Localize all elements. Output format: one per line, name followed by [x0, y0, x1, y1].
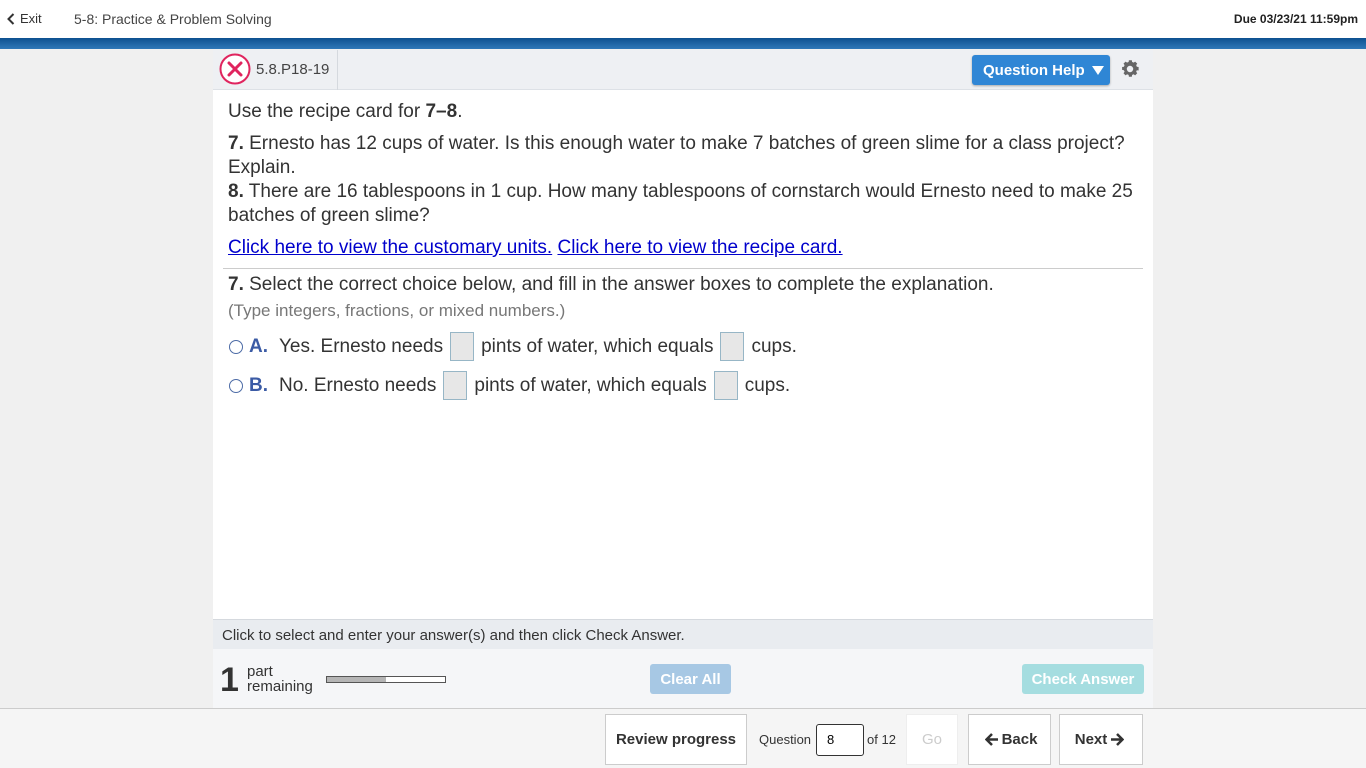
choice-a-letter: A. — [249, 335, 268, 357]
assignment-title: 5-8: Practice & Problem Solving — [74, 11, 272, 27]
parts-remaining-count: 1 — [220, 661, 239, 699]
question-7-text: 7. Ernesto has 12 cups of water. Is this enough water to make 7 batches of green slime for a class project? Explain. — [228, 133, 1125, 178]
choice-b-cups-input[interactable] — [714, 371, 738, 400]
choice-a-text-1: Yes. Ernesto needs — [279, 335, 444, 357]
header-accent-bar — [0, 38, 1366, 49]
back-label: Back — [1001, 731, 1038, 748]
back-button[interactable] — [968, 714, 1051, 765]
question-panel — [213, 50, 1153, 708]
next-label: Next — [1074, 731, 1108, 748]
header-divider — [337, 50, 338, 90]
question-total: of 12 — [867, 732, 896, 747]
question-id: 5.8.P18-19 — [256, 61, 330, 78]
choice-a-cups-input[interactable] — [720, 332, 744, 361]
exit-label: Exit — [20, 11, 42, 26]
check-answer-button[interactable]: Check Answer — [1022, 664, 1144, 694]
content-divider — [223, 268, 1143, 269]
status-message: Click to select and enter your answer(s) and then click Check Answer. — [213, 619, 1153, 649]
intro-text: Use the recipe card for 7–8. — [228, 101, 463, 122]
top-bar — [0, 0, 1366, 38]
arrow-left-icon — [985, 733, 999, 746]
choice-a-text-2: pints of water, which equals — [481, 335, 714, 357]
gear-icon[interactable] — [1119, 58, 1141, 80]
question-help-button[interactable] — [972, 55, 1110, 85]
incorrect-x-icon — [219, 53, 251, 85]
parts-progress-bar — [326, 676, 446, 683]
question-8-text: 8. There are 16 tablespoons in 1 cup. How many tablespoons of cornstarch would Ernesto need to make 25 batches of green slime? — [228, 181, 1133, 226]
exit-button[interactable] — [7, 11, 42, 26]
caret-down-icon — [1092, 66, 1104, 75]
question-content — [228, 100, 1143, 260]
choice-a-text-3: cups. — [751, 335, 797, 357]
question-header — [213, 50, 1153, 90]
review-progress-button[interactable]: Review progress — [605, 714, 747, 765]
choice-b-radio[interactable] — [229, 379, 243, 393]
choice-a-radio[interactable] — [229, 340, 243, 354]
choice-b[interactable] — [229, 371, 790, 400]
question-jump — [750, 714, 905, 765]
parts-remaining-label: part remaining — [247, 663, 313, 695]
question-label: Question — [759, 732, 812, 747]
chevron-left-icon — [7, 13, 15, 25]
choice-b-text-2: pints of water, which equals — [474, 374, 707, 396]
next-button[interactable] — [1059, 714, 1143, 765]
choice-a-pints-input[interactable] — [450, 332, 474, 361]
due-date: Due 03/23/21 11:59pm — [1233, 12, 1358, 26]
choice-b-letter: B. — [249, 374, 268, 396]
go-button[interactable]: Go — [906, 714, 958, 765]
question-number-input[interactable] — [816, 724, 864, 756]
part-instruction: 7. Select the correct choice below, and fill in the answer boxes to complete the explanation. — [228, 274, 994, 295]
choice-a[interactable] — [229, 332, 797, 361]
clear-all-button[interactable]: Clear All — [650, 664, 731, 694]
panel-footer — [213, 649, 1153, 708]
choice-b-pints-input[interactable] — [443, 371, 467, 400]
resource-links — [228, 236, 1143, 260]
arrow-right-icon — [1110, 733, 1124, 746]
bottom-nav-bar — [0, 708, 1366, 768]
customary-units-link[interactable]: Click here to view the customary units. — [228, 237, 553, 258]
parts-progress-fill — [327, 677, 386, 682]
choice-b-text-1: No. Ernesto needs — [279, 374, 437, 396]
question-help-label: Question Help — [983, 61, 1085, 79]
choice-b-text-3: cups. — [744, 374, 791, 396]
answer-format-hint: (Type integers, fractions, or mixed numbers.) — [228, 301, 566, 320]
recipe-card-link[interactable]: Click here to view the recipe card. — [557, 237, 843, 258]
